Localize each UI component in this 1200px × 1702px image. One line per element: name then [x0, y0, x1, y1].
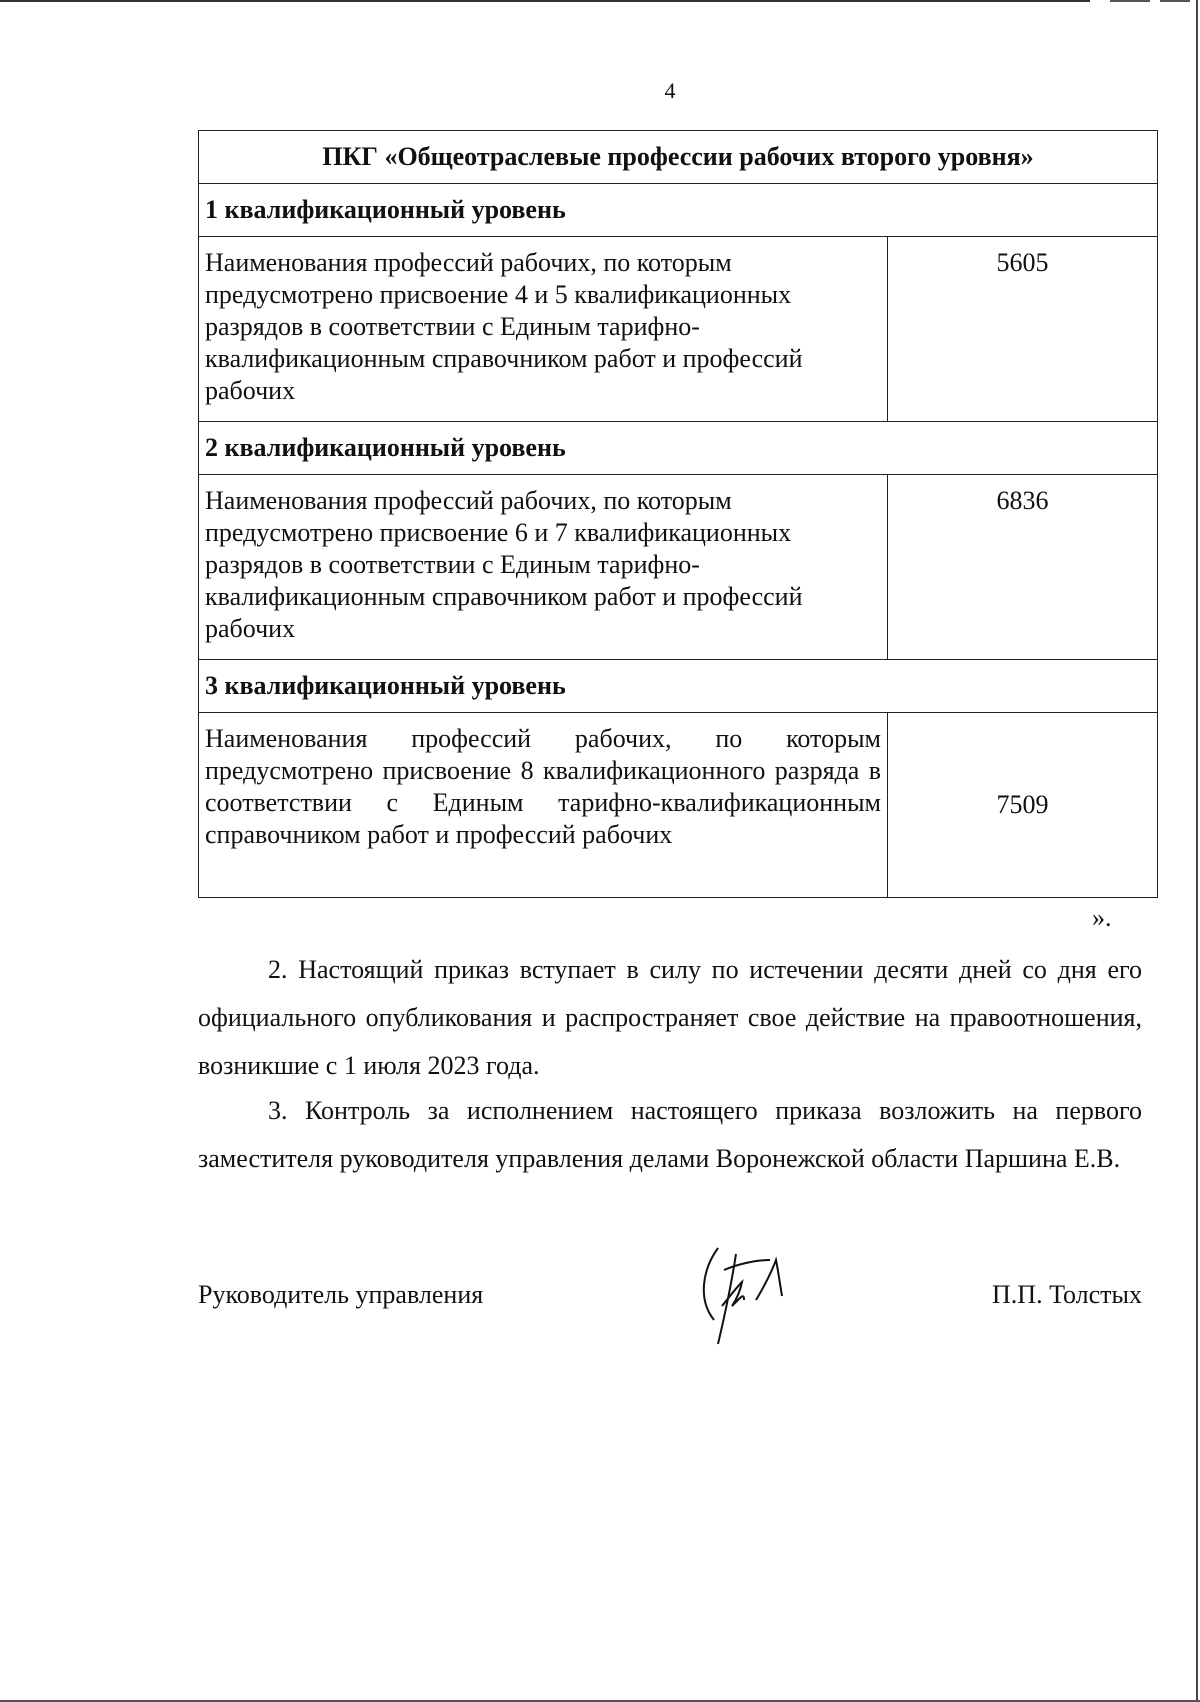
- table-row: [199, 713, 1158, 898]
- table-level-row: [199, 660, 1158, 713]
- level-label: 1 квалификационный уровень: [199, 184, 1158, 237]
- scan-border-right: [1196, 0, 1198, 1702]
- level-value: 6836: [888, 475, 1158, 660]
- table-level-row: [199, 422, 1158, 475]
- level-description: Наименования профессий рабочих, по которым предусмотрено присвоение 8 квалификационного разряда в соответствии с Единым тарифно-квалификационным справочником работ и профессий рабочих: [199, 713, 888, 898]
- table-title: ПКГ «Общеотраслевые профессии рабочих второго уровня»: [199, 131, 1158, 184]
- scan-border-top: [0, 0, 1090, 2]
- closing-quote: ».: [1092, 903, 1112, 932]
- level-description: Наименования профессий рабочих, по которым предусмотрено присвоение 4 и 5 квалификационных разрядов в соответствии с Единым тарифно-квалификационным справочником работ и профессий рабочих: [199, 237, 888, 422]
- level-value: 5605: [888, 237, 1158, 422]
- table-row: [199, 475, 1158, 660]
- paragraph-control: 3. Контроль за исполнением настоящего приказа возложить на первого заместителя руководителя управления делами Воронежской области Паршина Е.В.: [198, 1096, 1142, 1173]
- scan-border-dash: [1110, 0, 1150, 2]
- signatory-position: Руководитель управления: [198, 1280, 484, 1309]
- paragraph-effective-date: 2. Настоящий приказ вступает в силу по истечении десяти дней со дня его официального опубликования и распространяет свое действие на правоотношения, возникшие с 1 июля 2023 года.: [198, 955, 1142, 1080]
- signatory-name: П.П. Толстых: [992, 1280, 1142, 1309]
- level-description: Наименования профессий рабочих, по которым предусмотрено присвоение 6 и 7 квалификационных разрядов в соответствии с Единым тарифно-квалификационным справочником работ и профессий рабочих: [199, 475, 888, 660]
- level-label: 2 квалификационный уровень: [199, 422, 1158, 475]
- table-title-row: [199, 131, 1158, 184]
- table-row: [199, 237, 1158, 422]
- level-value: 7509: [888, 713, 1158, 898]
- page-number: 4: [664, 78, 676, 103]
- pkg-table: [198, 130, 1158, 898]
- table-level-row: [199, 184, 1158, 237]
- scan-border-dash: [1160, 0, 1190, 2]
- level-label: 3 квалификационный уровень: [199, 660, 1158, 713]
- handwritten-signature: [696, 1240, 806, 1350]
